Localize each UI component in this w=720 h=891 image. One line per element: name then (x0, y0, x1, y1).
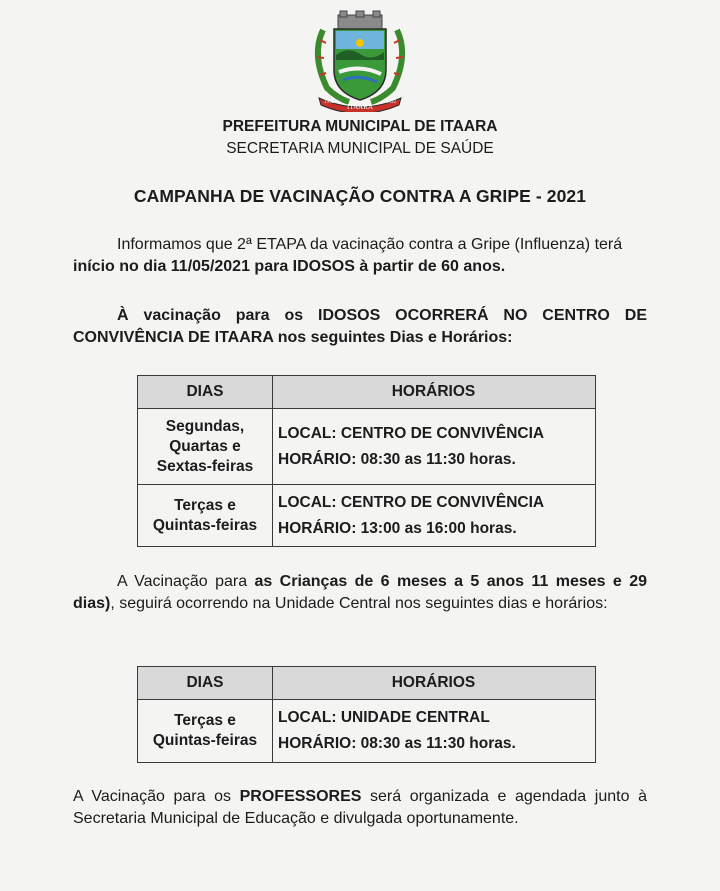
paragraph-teachers: A Vacinação para os PROFESSORES será organizada e agendada junto à Secretaria Municipal de Educação e divulgada oportunamente. (73, 788, 647, 827)
document-title: CAMPANHA DE VACINAÇÃO CONTRA A GRIPE - 2021 (133, 186, 587, 206)
days-cell: Terças e Quintas-feiras (138, 700, 273, 763)
paragraph-intro (73, 234, 647, 278)
days-cell: Segundas, Quartas e Sextas-feiras (138, 409, 273, 485)
paragraph-children-highlight: as Crianças de 6 meses a 5 anos 11 meses e 29 dias) (73, 573, 647, 612)
emblem-date-left: 1992 (324, 100, 334, 105)
department-name: SECRETARIA MUNICIPAL DE SAÚDE (226, 140, 494, 157)
paragraph-children: A Vacinação para as Crianças de 6 meses a 5 anos 11 meses e 29 dias), seguirá ocorrendo na Unidade Central nos seguintes dias e horários: (73, 573, 647, 612)
table-row (138, 409, 596, 485)
table-header-row (138, 376, 596, 409)
time-text: HORÁRIO: 08:30 as 11:30 horas. (278, 735, 516, 752)
column-header-times: HORÁRIOS (273, 667, 596, 700)
emblem-banner-text: ITAARA (347, 103, 373, 111)
paragraph-intro-highlight: início no dia 11/05/2021 para IDOSOS à partir de 60 anos. (73, 258, 506, 275)
location-text: LOCAL: CENTRO DE CONVIVÊNCIA (278, 424, 545, 442)
days-cell: Terças e Quintas-feiras (138, 485, 273, 547)
table-header-row (138, 667, 596, 700)
paragraph-elderly-text: À vacinação para os IDOSOS OCORRERÁ NO CENTRO DE CONVIVÊNCIA DE ITAARA nos seguintes Dias e Horários: (73, 307, 647, 346)
location-text: LOCAL: CENTRO DE CONVIVÊNCIA (278, 493, 545, 511)
paragraph-intro-text: Informamos que 2ª ETAPA da vacinação contra a Gripe (Influenza) terá (117, 236, 623, 253)
sun-icon (356, 39, 364, 47)
location-text: LOCAL: UNIDADE CENTRAL (278, 709, 490, 726)
column-header-days: DIAS (138, 376, 273, 409)
time-text: HORÁRIO: 13:00 as 16:00 horas. (278, 519, 517, 537)
emblem-date-right: 1992 (386, 100, 396, 105)
table-row (138, 700, 596, 763)
table-row (138, 485, 596, 547)
time-text: HORÁRIO: 08:30 as 11:30 horas. (278, 450, 516, 468)
times-cell (273, 409, 596, 485)
organization-name: PREFEITURA MUNICIPAL DE ITAARA (222, 118, 498, 135)
paragraph-elderly (73, 305, 647, 349)
times-cell (273, 700, 596, 763)
column-header-days: DIAS (138, 667, 273, 700)
paragraph-teachers-highlight: PROFESSORES (239, 788, 362, 805)
municipal-coat-of-arms (303, 10, 417, 112)
times-cell (273, 485, 596, 547)
column-header-times: HORÁRIOS (273, 376, 596, 409)
elderly-schedule-table (137, 375, 596, 547)
children-schedule-table (137, 666, 596, 763)
